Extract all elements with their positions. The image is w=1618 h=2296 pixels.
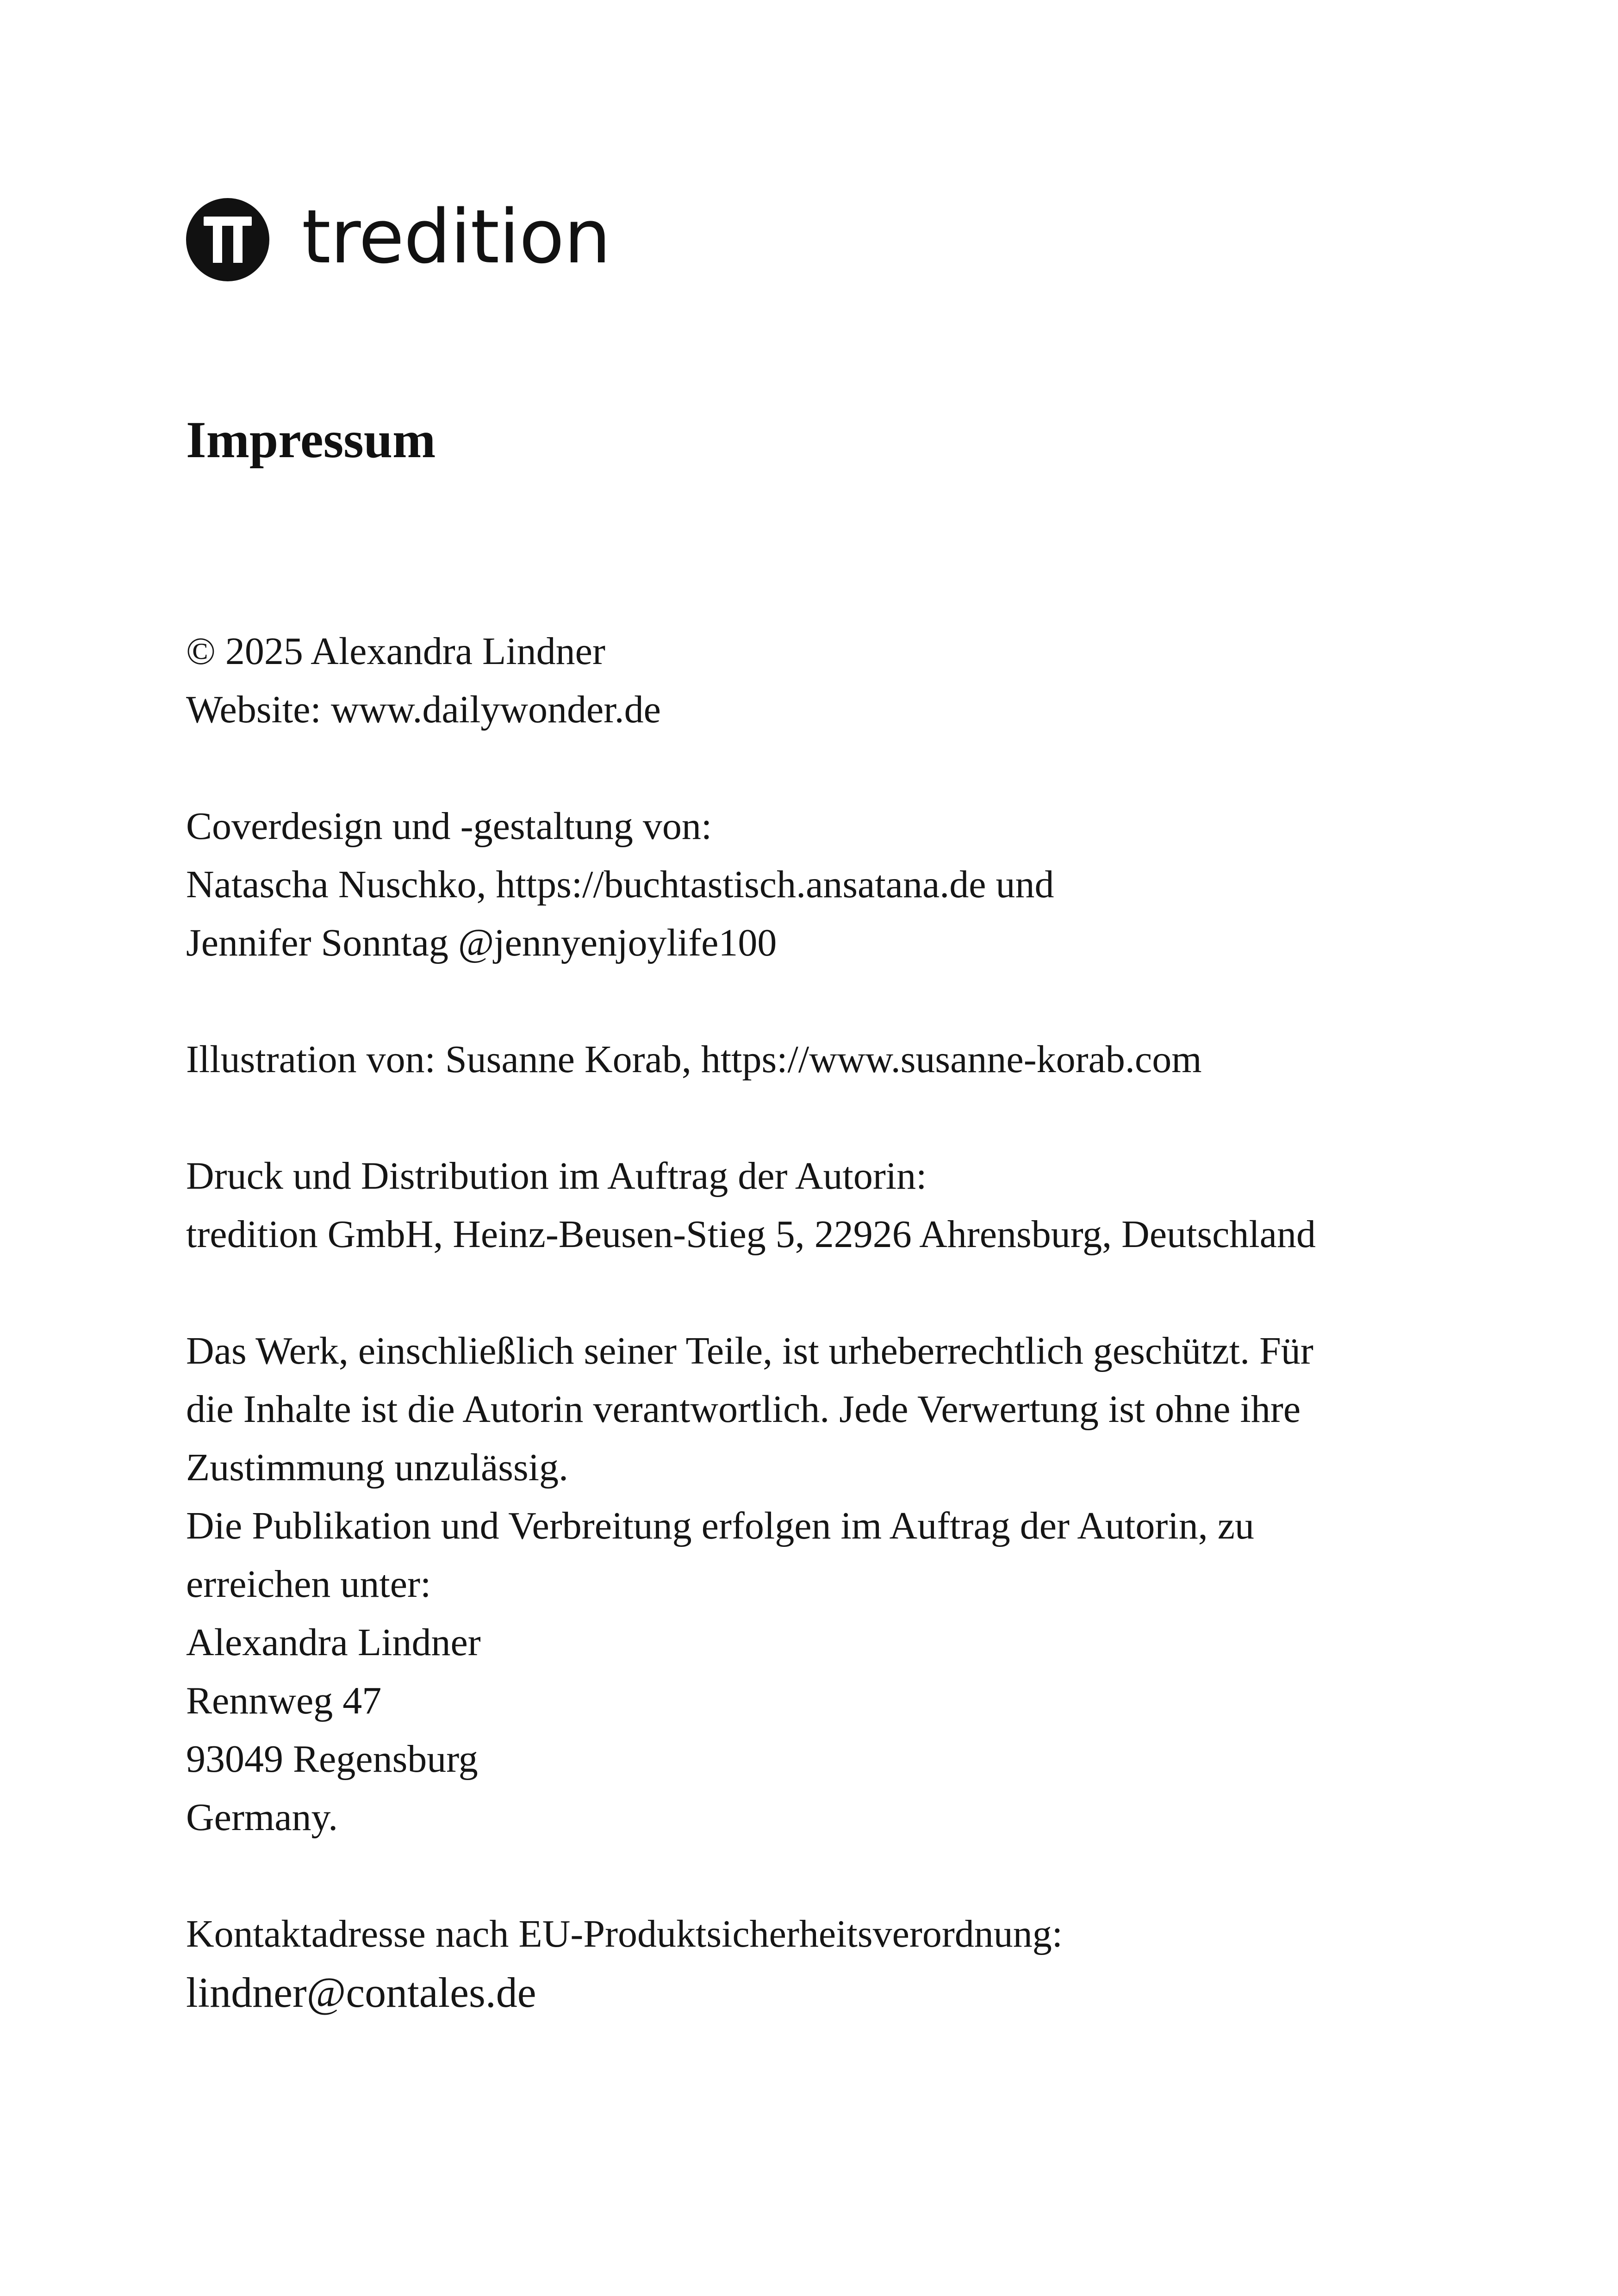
print-distribution-label: Druck und Distribution im Auftrag der Autorin: xyxy=(186,1154,927,1198)
cover-designer-line: Jennifer Sonntag @jennyenjoylife100 xyxy=(186,921,777,964)
author-country-line: Germany. xyxy=(186,1796,338,1839)
cover-designer-line: Natascha Nuschko, https://buchtastisch.ansatana.de und xyxy=(186,863,1054,906)
rights-text-line: Die Publikation und Verbreitung erfolgen im Auftrag der Autorin, zu xyxy=(186,1504,1254,1547)
rights-text-line: erreichen unter: xyxy=(186,1563,431,1606)
copyright-line: © 2025 Alexandra Lindner xyxy=(186,630,605,673)
section-gap xyxy=(186,1089,1574,1147)
author-street-line: Rennweg 47 xyxy=(186,1679,382,1722)
contact-label: Kontaktadresse nach EU-Produktsicherheitsverordnung: xyxy=(186,1912,1063,1955)
imprint-content xyxy=(186,622,1574,2022)
rights-text-line: Das Werk, einschließlich seiner Teile, ist urheberrechtlich geschützt. Für xyxy=(186,1329,1313,1372)
rights-text-line: die Inhalte ist die Autorin verantwortlich. Jede Verwertung ist ohne ihre xyxy=(186,1388,1301,1431)
logo-text: tredition xyxy=(302,193,610,280)
rights-text-line: Zustimmung unzulässig. xyxy=(186,1446,568,1489)
tredition-t-icon xyxy=(186,198,269,281)
author-city-line: 93049 Regensburg xyxy=(186,1738,478,1781)
section-gap xyxy=(186,972,1574,1030)
section-gap xyxy=(186,1264,1574,1322)
publisher-logo xyxy=(186,193,610,281)
author-name-line: Alexandra Lindner xyxy=(186,1621,481,1664)
page-title: Impressum xyxy=(186,411,436,469)
illustration-line: Illustration von: Susanne Korab, https://www.susanne-korab.com xyxy=(186,1038,1202,1081)
contact-email: lindner@contales.de xyxy=(186,1969,536,2016)
section-gap xyxy=(186,1847,1574,1905)
section-gap xyxy=(186,739,1574,797)
website-line: Website: www.dailywonder.de xyxy=(186,688,661,731)
publisher-address-line: tredition GmbH, Heinz-Beusen-Stieg 5, 22926 Ahrensburg, Deutschland xyxy=(186,1213,1316,1256)
cover-design-label: Coverdesign und -gestaltung von: xyxy=(186,805,712,848)
